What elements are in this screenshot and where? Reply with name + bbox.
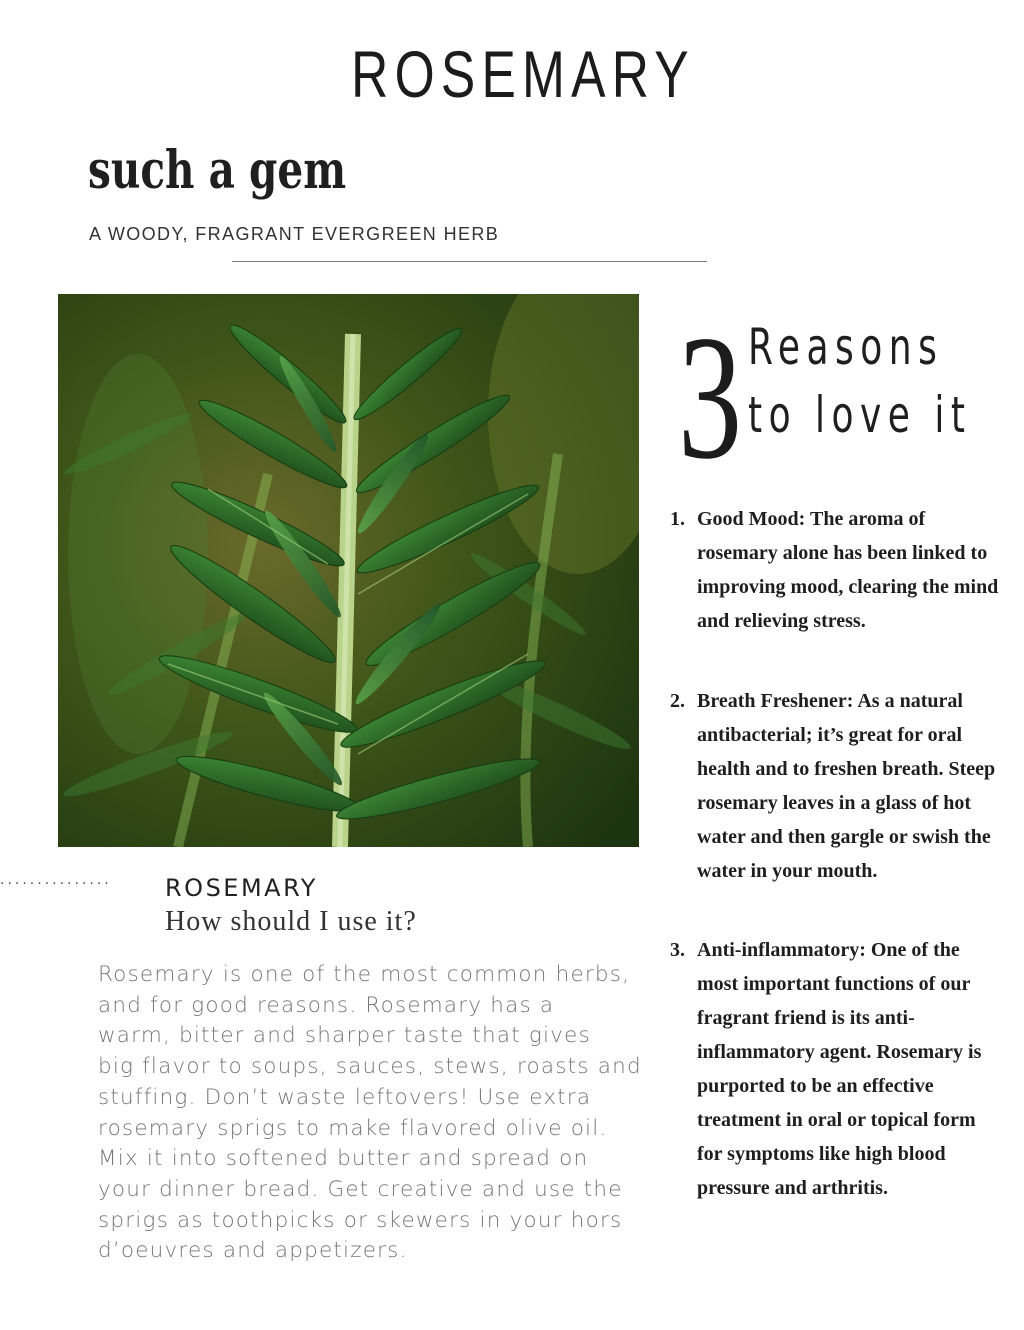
- dotted-leader: ···············: [0, 876, 112, 892]
- usage-line: sprigs as toothpicks or skewers in your hors: [98, 1207, 623, 1233]
- usage-line: and for good reasons. Rosemary has a: [98, 992, 555, 1018]
- reasons-heading: Reasons: [748, 318, 944, 376]
- reason-item: [670, 684, 1000, 888]
- reasons-number: 3: [678, 298, 743, 496]
- page-subtitle: such a gem: [88, 140, 347, 201]
- rosemary-photo: [58, 294, 639, 847]
- usage-line: Mix it into softened butter and spread on: [98, 1146, 589, 1172]
- reason-text: Anti-inflammatory: One of the most important functions of our fragrant friend is its anti-inflammatory agent. Rosemary is purported to be an effective treatment in oral or topical form for symptoms like high blood pressure and arthritis.: [697, 939, 982, 1199]
- reason-number: 2.: [670, 690, 685, 712]
- reason-item: [670, 502, 1000, 638]
- reason-text: Breath Freshener: As a natural antibacterial; it’s great for oral health and to freshen breath. Steep rosemary leaves in a glass of hot water and then gargle or swish the water in your mouth.: [697, 690, 996, 882]
- reason-number: 3.: [670, 939, 685, 961]
- usage-line: rosemary sprigs to make flavored olive oil.: [98, 1115, 608, 1141]
- usage-body: [98, 960, 646, 1267]
- section-divider: [232, 261, 707, 262]
- reasons-subheading: to love it: [748, 386, 972, 444]
- reason-item: [670, 933, 1000, 1205]
- usage-line: warm, bitter and sharper taste that gives: [98, 1023, 591, 1049]
- reason-number: 1.: [670, 508, 685, 530]
- usage-question: How should I use it?: [165, 906, 417, 937]
- usage-line: d’oeuvres and appetizers.: [98, 1238, 408, 1264]
- reason-text: Good Mood: The aroma of rosemary alone has been linked to improving mood, clearing the mind and relieving stress.: [697, 508, 999, 632]
- usage-line: your dinner bread. Get creative and use the: [98, 1176, 623, 1202]
- usage-heading: ROSEMARY: [165, 874, 318, 902]
- usage-line: stuffing. Don’t waste leftovers! Use extra: [98, 1084, 592, 1110]
- usage-line: Rosemary is one of the most common herbs,: [98, 962, 631, 987]
- page-title: ROSEMARY: [351, 37, 695, 111]
- usage-line: big flavor to soups, sauces, stews, roasts and: [98, 1054, 642, 1080]
- tagline: A WOODY, FRAGRANT EVERGREEN HERB: [89, 224, 500, 244]
